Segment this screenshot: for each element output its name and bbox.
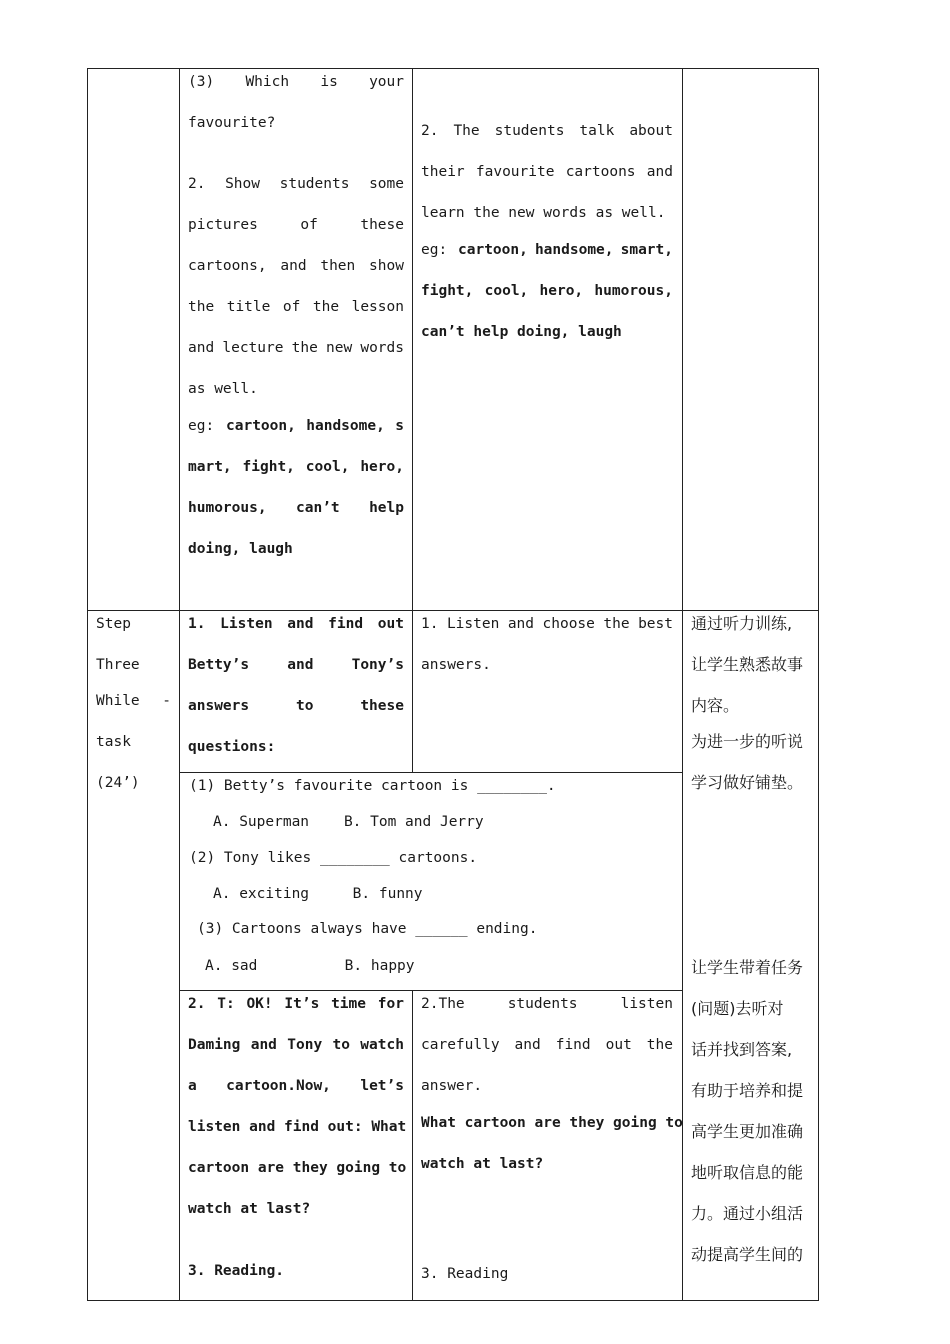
purpose-2-line7: 力。通过小组活 [691,1204,804,1223]
question-1-options: A. Superman B. Tom and Jerry [213,814,484,830]
question-1: (1) Betty’s favourite cartoon is ________. [189,778,556,794]
teacher-eg-line4: doing, laugh [188,541,293,557]
teacher-task-3: 3. Reading. [188,1263,285,1279]
teacher-task-1-line2: Betty’s and Tony’s [188,657,404,673]
purpose-1-line1: 通过听力训练, [691,614,793,633]
student-task-2-question-line2: watch at last? [421,1156,544,1172]
column-divider-2a [412,68,413,772]
row-divider-questions-bottom [179,990,683,991]
student-item-2-line1: 2. The students talk about [421,123,673,139]
teacher-question-3-line2: favourite? [188,115,276,131]
teacher-task-1-line4: questions: [188,739,276,755]
step-duration: (24’) [96,775,140,791]
student-task-2-line2: carefully and find out the [421,1037,673,1053]
teacher-task-2-line5: cartoon are they going to [188,1160,407,1176]
purpose-2-line2: (问题)去听对 [691,999,784,1018]
student-item-2-line3: learn the new words as well. [421,205,666,221]
question-3: (3) Cartoons always have ______ ending. [197,921,538,937]
question-3-options: A. sad B. happy [205,958,415,974]
teacher-item-2-line1: 2. Show students some [188,176,404,192]
teacher-item-2-line6: as well. [188,381,258,397]
student-eg-line3: can’t help doing, laugh [421,324,622,340]
teacher-task-1-line3: answers to these [188,698,404,714]
step-phase-cont: task [96,734,131,750]
teacher-item-2-line4: the title of the lesson [188,299,404,315]
teacher-task-2-line2: Daming and Tony to watch [188,1037,404,1053]
column-divider-1 [179,68,180,1301]
question-2: (2) Tony likes ________ cartoons. [189,850,478,866]
student-task-2-line3: answer. [421,1078,483,1094]
purpose-1-line5: 学习做好铺垫。 [691,773,804,792]
row-divider-step-three [87,610,819,611]
purpose-2-line8: 动提高学生间的 [691,1245,804,1264]
teacher-item-2-line2: pictures of these [188,217,404,233]
student-eg-prefix: eg: [421,242,448,258]
student-item-2-line2: their favourite cartoons and [421,164,673,180]
teacher-eg-line1: cartoon, handsome, s [226,418,404,434]
column-divider-2b [412,990,413,1301]
step-number: Three [96,657,140,673]
table-border-top [87,68,819,69]
step-phase: While - [96,693,171,709]
purpose-1-line3: 内容。 [691,696,740,715]
teacher-task-2-line4: listen and find out: What [188,1119,407,1135]
purpose-2-line3: 话并找到答案, [691,1040,793,1059]
purpose-2-line5: 高学生更加准确 [691,1122,804,1141]
purpose-2-line6: 地听取信息的能 [691,1163,804,1182]
teacher-eg-line3: humorous, can’t help [188,500,404,516]
teacher-eg-prefix: eg: [188,418,215,434]
teacher-task-2-line3: a cartoon.Now, let’s [188,1078,404,1094]
table-border-bottom [87,1300,819,1301]
student-task-1-line2: answers. [421,657,491,673]
step-label: Step [96,616,131,632]
purpose-2-line4: 有助于培养和提 [691,1081,804,1100]
purpose-1-line4: 为进一步的听说 [691,732,804,751]
student-task-1-line1: 1. Listen and choose the best [421,616,673,632]
question-2-options: A. exciting B. funny [213,886,423,902]
student-eg-line1: cartoon, handsome, smart, [458,242,673,258]
table-border-left [87,68,88,1301]
teacher-question-3-line1: (3) Which is your [188,74,404,90]
student-task-2-question-line1: What cartoon are they going to [421,1115,683,1131]
student-task-2-line1: 2.The students listen [421,996,673,1012]
row-divider-questions-top [179,772,683,773]
student-eg-line2: fight, cool, hero, humorous, [421,283,673,299]
student-task-3: 3. Reading [421,1266,509,1282]
teacher-eg-line2: mart, fight, cool, hero, [188,459,404,475]
teacher-item-2-line3: cartoons, and then show [188,258,404,274]
teacher-task-2-line6: watch at last? [188,1201,311,1217]
teacher-task-1-line1: 1. Listen and find out [188,616,404,632]
teacher-task-2-line1: 2. T: OK! It’s time for [188,996,404,1012]
teacher-item-2-line5: and lecture the new words [188,340,404,356]
purpose-2-line1: 让学生带着任务 [691,958,804,977]
table-border-right [818,68,819,1301]
purpose-1-line2: 让学生熟悉故事 [691,655,804,674]
